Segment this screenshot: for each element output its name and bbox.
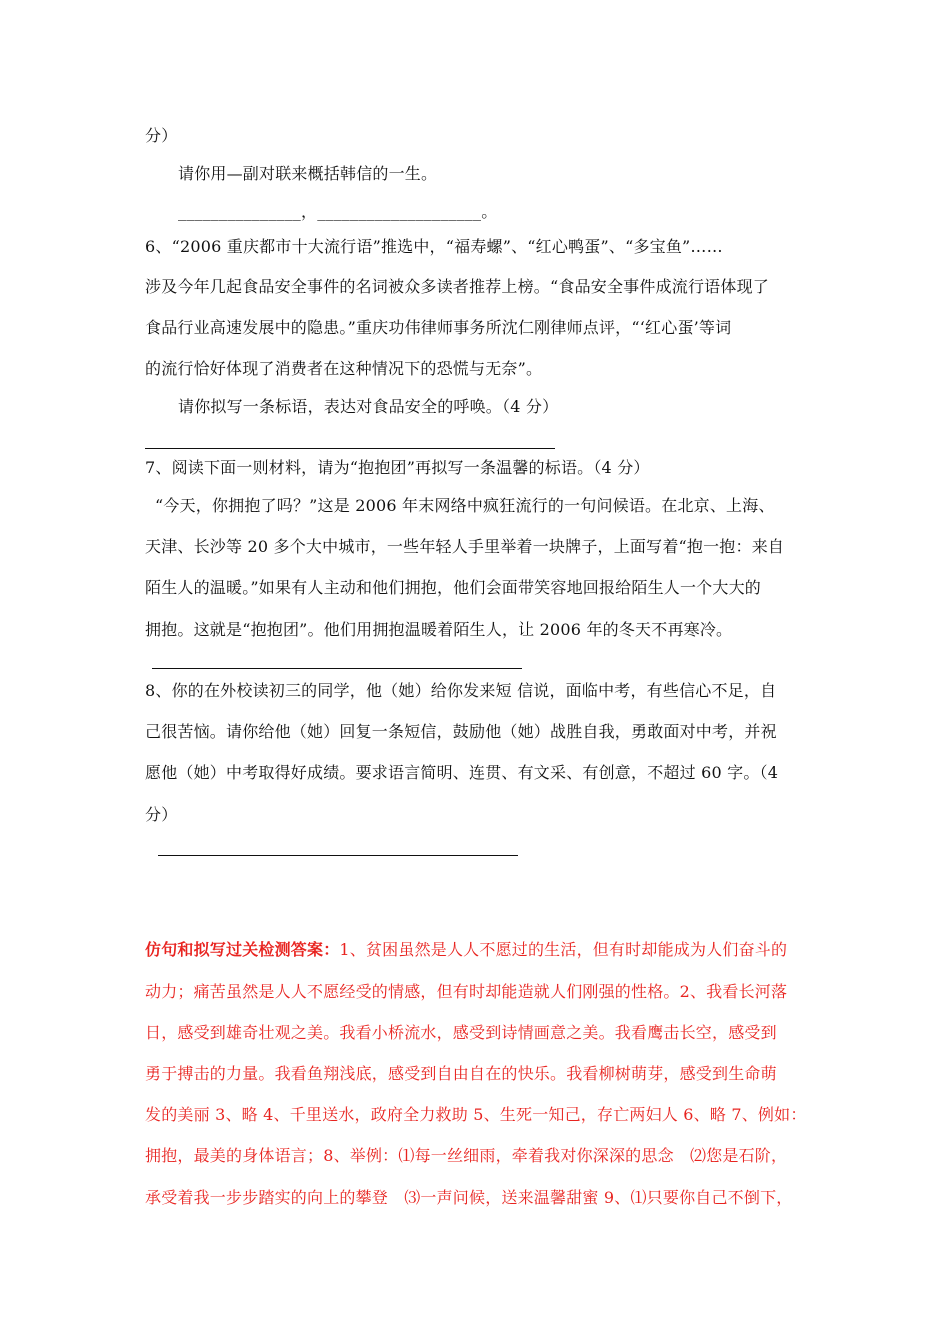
answer-key-line: 仿句和拟写过关检测答案：1、贫困虽然是人人不愿过的生活，但有时却能成为人们奋斗的 [145, 940, 788, 959]
answer-key-line: 动力；痛苦虽然是人人不愿经受的情感，但有时却能造就人们刚强的性格。2、我看长河落 [145, 982, 788, 1001]
answer-underline [158, 855, 518, 856]
answer-key-line: 发的美丽 3、略 4、千里送水，政府全力救助 5、生死一知己，存亡两妇人 6、略 7、例如： [145, 1105, 807, 1124]
answer-key-line: 拥抱，最美的身体语言；8、举例：⑴每一丝细雨，牵着我对你深深的思念 ⑵您是石阶， [145, 1146, 788, 1165]
question-8-line: 愿他（她）中考取得好成绩。要求语言简明、连贯、有文采、有创意，不超过 60 字。（4 [145, 763, 779, 782]
question-7-line: 天津、长沙等 20 多个大中城市，一些年轻人手里举着一块牌子，上面写着“抱一抱：来自 [145, 537, 785, 556]
answer-blank-line: _______________，____________________。 [178, 202, 498, 221]
question-6-line: 的流行恰好体现了消费者在这种情况下的恐慌与无奈”。 [145, 359, 543, 378]
question-8-line: 分） [145, 805, 178, 824]
question-7-line: 7、阅读下面一则材料，请为“抱抱团”再拟写一条温馨的标语。（4 分） [145, 458, 650, 477]
text-line: 分） [145, 126, 178, 145]
answer-underline [152, 668, 522, 669]
question-6-line: 食品行业高速发展中的隐患。”重庆功伟律师事务所沈仁刚律师点评，“‘红心蛋’等词 [145, 318, 732, 337]
answer-key-line: 日，感受到雄奇壮观之美。我看小桥流水，感受到诗情画意之美。我看鹰击长空，感受到 [145, 1023, 777, 1042]
question-7-line: “今天，你拥抱了吗？”这是 2006 年末网络中疯狂流行的一句问候语。在北京、上海、 [155, 496, 775, 515]
question-7-line: 陌生人的温暖。”如果有人主动和他们拥抱，他们会面带笑容地回报给陌生人一个大大的 [145, 578, 761, 597]
question-6-line: 6、“2006 重庆都市十大流行语”推选中，“福寿螺”、“红心鸭蛋”、“多宝鱼”…… [145, 237, 723, 256]
question-6-line: 涉及今年几起食品安全事件的名词被众多读者推荐上榜。“食品安全事件成流行语体现了 [145, 277, 769, 296]
question-7-line: 拥抱。这就是“抱抱团”。他们用拥抱温暖着陌生人，让 2006 年的冬天不再寒冷。 [145, 620, 733, 639]
question-8-line: 8、你的在外校读初三的同学，他（她）给你发来短 信说，面临中考，有些信心不足，自 [145, 681, 777, 700]
answer-key-line: 勇于搏击的力量。我看鱼翔浅底，感受到自由自在的快乐。我看柳树萌芽，感受到生命萌 [145, 1064, 777, 1083]
answer-key-line: 承受着我一步步踏实的向上的攀登 ⑶一声问候，送来温馨甜蜜 9、⑴只要你自己不倒下， [145, 1188, 793, 1207]
question-8-line: 己很苦恼。请你给他（她）回复一条短信，鼓励他（她）战胜自我，勇敢面对中考，并祝 [145, 722, 777, 741]
answer-underline [145, 448, 555, 449]
text-line: 请你用—副对联来概括韩信的一生。 [178, 164, 438, 183]
question-6-prompt: 请你拟写一条标语，表达对食品安全的呼唤。（4 分） [178, 397, 559, 416]
answer-key-heading: 仿句和拟写过关检测答案： [145, 940, 340, 959]
